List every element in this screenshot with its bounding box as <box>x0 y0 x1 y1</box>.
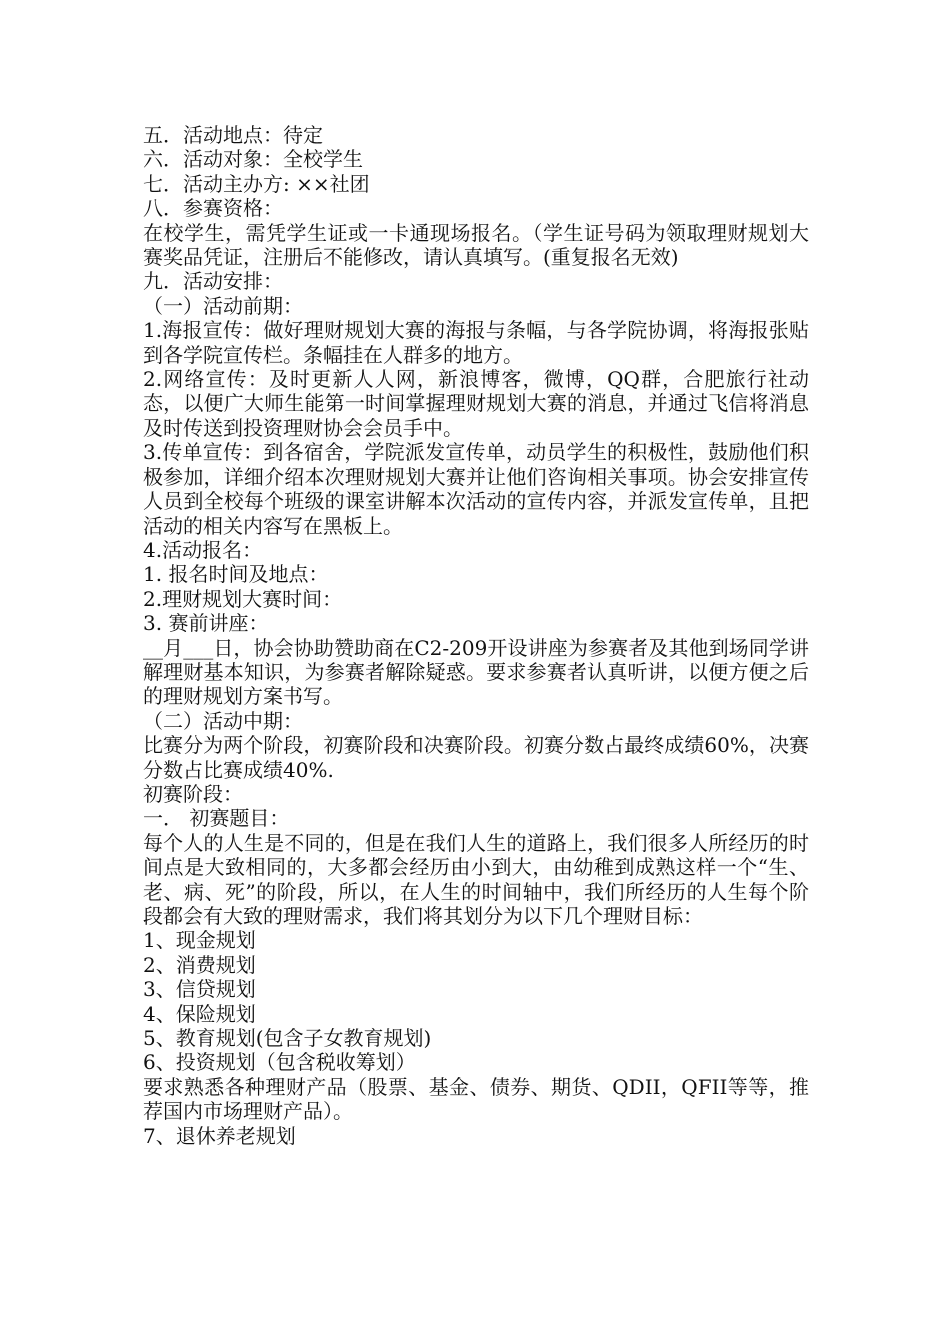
section-seven-organizer: 七．活动主办方: ××社团 <box>143 171 370 196</box>
stages-paragraph: 比赛分为两个阶段，初赛阶段和决赛阶段。初赛分数占最终成绩60%，决赛分数占比赛成绩40%. <box>143 733 809 782</box>
products-paragraph: 要求熟悉各种理财产品（股票、基金、债券、期货、QDII，QFII等等，推荐国内市场理财产品）。 <box>143 1074 809 1124</box>
topic-paragraph: 每个人的人生是不同的，但是在我们人生的道路上，我们很多人所经历的时间点是大致相同的，大多都会经历由小到大，由幼稚到成熟这样一个“生、老、病、死”的阶段，所以，在人生的时间轴中，我们所经历的人生每个阶段都会有大致的理财需求，我们将其划分为以下几个理财目标： <box>143 830 809 928</box>
list-item: 4、保险规划 <box>143 1001 256 1026</box>
poster-promotion-paragraph: 1.海报宣传：做好理财规划大赛的海报与条幅，与各学院协调，将海报张贴到各学院宣传栏。条幅挂在人群多的地方。 <box>143 318 809 367</box>
phase-one-heading: （一）活动前期： <box>143 293 303 318</box>
eligibility-paragraph: 在校学生，需凭学生证或一卡通现场报名。（学生证号码为领取理财规划大赛奖品凭证，注册后不能修改，请认真填写。(重复报名无效) <box>143 220 809 270</box>
registration-heading: 4.活动报名： <box>143 537 263 562</box>
list-item: 7、退休养老规划 <box>143 1123 296 1148</box>
list-item: 5、教育规划(包含子女教育规划) <box>143 1026 432 1051</box>
lecture-paragraph: __月___日，协会协助赞助商在C2-209开设讲座为参赛者及其他到场同学讲解理财基本知识，为参赛者解除疑惑。要求参赛者认真听讲，以便方便之后的理财规划方案书写。 <box>143 635 809 709</box>
pre-contest-lecture: 3. 赛前讲座： <box>143 611 269 636</box>
phase-two-heading: （二）活动中期： <box>143 708 303 733</box>
list-item: 2、消费规划 <box>143 952 256 977</box>
section-six-target: 六．活动对象：全校学生 <box>143 147 363 172</box>
section-five-location: 五．活动地点：待定 <box>143 123 323 147</box>
section-nine-schedule: 九．活动安排： <box>143 269 283 294</box>
registration-time-place: 1. 报名时间及地点： <box>143 562 329 587</box>
list-item: 1、现金规划 <box>143 928 256 953</box>
document-page <box>143 123 809 1148</box>
contest-time: 2.理财规划大赛时间： <box>143 586 343 611</box>
online-promotion-paragraph: 2.网络宣传：及时更新人人网，新浪博客，微博，QQ群，合肥旅行社动态，以便广大师生能第一时间掌握理财规划大赛的消息，并通过飞信将消息及时传送到投资理财协会会员手中。 <box>143 367 809 440</box>
list-item: 3、信贷规划 <box>143 977 256 1002</box>
list-item: 6、投资规划（包含税收筹划） <box>143 1050 416 1075</box>
preliminary-topic-heading: 一． 初赛题目： <box>143 806 290 831</box>
flyer-promotion-paragraph: 3.传单宣传：到各宿舍，学院派发宣传单，动员学生的积极性，鼓励他们积极参加，详细介绍本次理财规划大赛并让他们咨询相关事项。协会安排宣传人员到全校每个班级的课室讲解本次活动的宣传内容，并派发宣传单，且把活动的相关内容写在黑板上。 <box>143 440 809 538</box>
preliminary-stage-heading: 初赛阶段： <box>143 781 243 806</box>
section-eight-eligibility: 八．参赛资格： <box>143 196 283 221</box>
